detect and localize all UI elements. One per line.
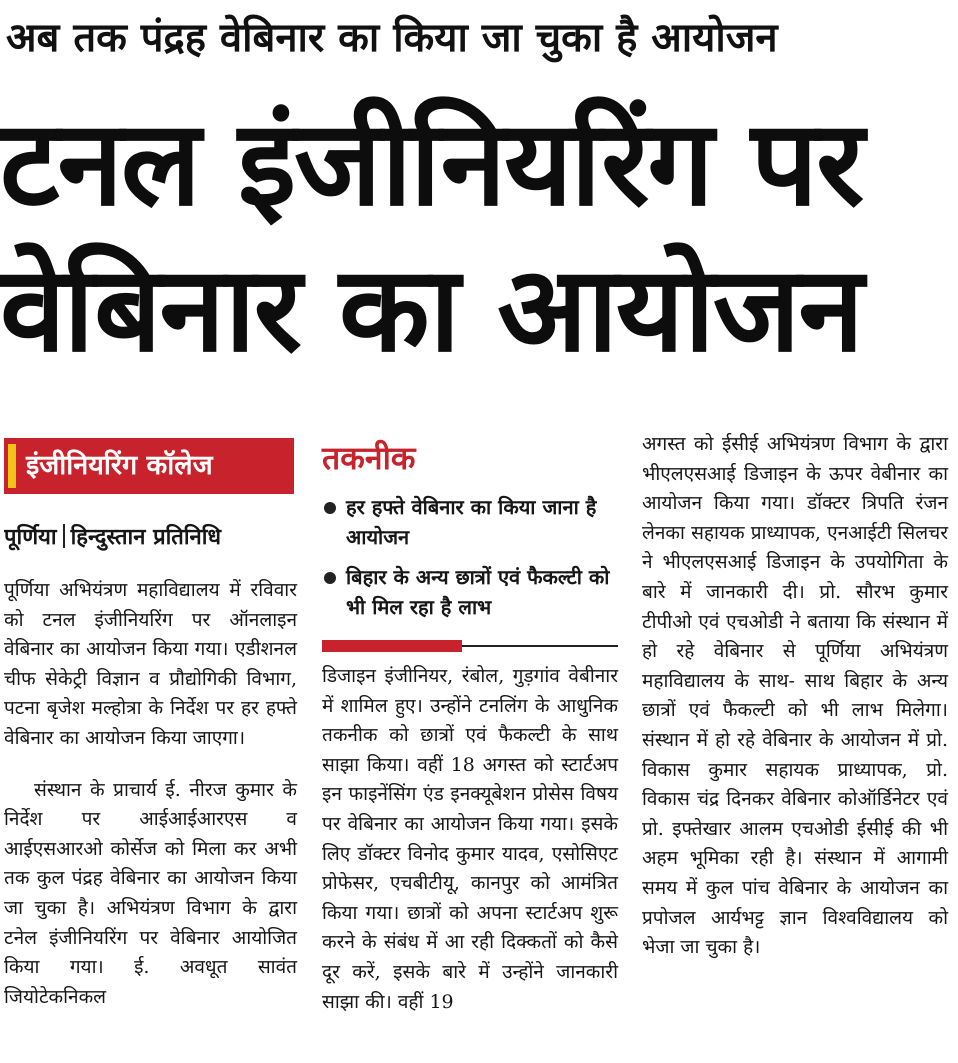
article-column-3: [642, 430, 948, 1063]
tag-accent-bar: [8, 444, 16, 488]
highlight-item: हर हफ्ते वेबिनार का किया जाना है आयोजन: [322, 492, 618, 552]
article-paragraph: पूर्णिया अभियंत्रण महाविद्यालय में रविवार को टनल इंजीनियरिंग पर ऑनलाइन वेबिनार का आयोजन किया गया। एडीशनल चीफ सेकेट्री विज्ञान व प्रौद्योगिकी विभाग, पटना बृजेश मल्होत्रा के निर्देश पर हर हफ्ते वेबिनार का आयोजन किया जाएगा।: [4, 579, 297, 749]
byline-place: पूर्णिया: [4, 525, 57, 550]
divider-red-block: [322, 640, 462, 652]
highlights-list: [322, 492, 618, 622]
highlight-item: बिहार के अन्य छात्रों एवं फैकल्टी को भी मिल रहा है लाभ: [322, 562, 618, 622]
byline: [4, 522, 297, 554]
byline-source: हिन्दुस्तान प्रतिनिधि: [70, 525, 221, 550]
headline-line-2: वेबिनार का आयोजन: [0, 240, 862, 378]
kicker-headline: अब तक पंद्रह वेबिनार का किया जा चुका है आयोजन: [6, 15, 778, 61]
article-paragraph: अगस्त को ईसीई अभियंत्रण विभाग के द्वारा भीएलएसआई डिजाइन के ऊपर वेबीनार का आयोजन किया गया। डॉक्टर त्रिपति रंजन लेनका सहायक प्राध्यापक, एनआईटी सिलचर ने भीएलएसआई डिजाइन के उपयोगिता के बारे में जानकारी दी। प्रो. सौरभ कुमार टीपीओ एवं एचओडी ने बताया कि संस्थान में हो रहे वेबिनार से पूर्णिया अभियंत्रण महाविद्यालय के साथ- साथ बिहार के अन्य छात्रों एवं फैकल्टी को भी लाभ मिलेगा। संस्थान में हो रहे वेबिनार के आयोजन में प्रो. विकास कुमार सहायक प्राध्यापक, प्रो. विकास चंद्र दिनकर वेबिनार कोऑर्डिनेटर एवं प्रो. इफ्तेखार आलम एचओडी ईसीई की भी अहम भूमिका रही है। संस्थान में आगामी समय में कुल पांच वेबिनार के आयोजन का प्रपोजल आर्यभट्ट ज्ञान विश्वविद्यालय को भेजा जा चुका है।: [642, 433, 948, 959]
article-column-2: [322, 430, 618, 1063]
article-paragraph: डिजाइन इंजीनियर, रंबोल, गुड़गांव वेबीनार में शामिल हुए। उन्होंने टनलिंग के आधुनिक तकनीक को छात्रों एवं फैकल्टी के साथ साझा किया। वहीं 18 अगस्त को स्टार्टअप इन फाइनेंसिंग एंड इनक्यूबेशन प्रोसेस विषय पर वेबिनार का आयोजन किया गया। इसके लिए डॉक्टर विनोद कुमार यादव, एसोसिएट प्रोफेसर, एचबीटीयू, कानपुर को आमंत्रित किया गया। छात्रों को अपना स्टार्टअप शुरू करने के संबंध में आ रही दिक्कतों को कैसे दूर करें, इसके बारे में उन्होंने जानकारी साझा की। वहीं 19: [322, 665, 618, 1013]
sidebar-title: तकनीक: [322, 439, 416, 477]
byline-separator: [63, 524, 65, 548]
headline-line-1: टनल इंजीनियरिंग पर: [0, 94, 863, 232]
article-paragraph: संस्थान के प्राचार्य ई. नीरज कुमार के निर्देश पर आईआईआरएस व आईएसआरओ कोर्सेज को मिला कर अभी तक कुल पंद्रह वेबिनार का आयोजन किया जा चुका है। अभियंत्रण विभाग के द्वारा टनेल इंजीनियरिंग पर वेबिनार आयोजित किया गया। ई. अवधूत सावंत जियोटेकनिकल: [4, 778, 297, 1008]
article-column-1: [4, 430, 297, 1063]
section-tag: [4, 438, 294, 494]
section-tag-label: इंजीनियरिंग कॉलेज: [26, 450, 213, 481]
divider-line: [462, 645, 618, 647]
section-divider: [322, 640, 618, 652]
